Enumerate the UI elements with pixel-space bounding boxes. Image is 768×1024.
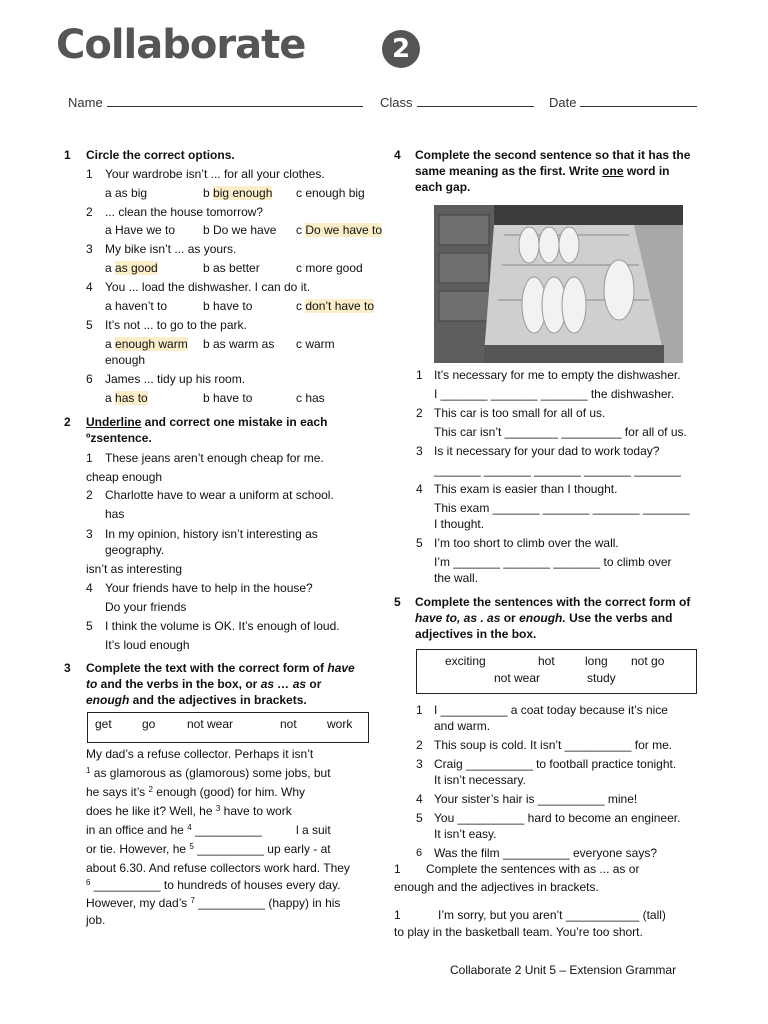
ex2-answer[interactable]: cheap enough	[86, 470, 163, 484]
option-letter: a	[105, 261, 116, 275]
ex5-number: 5	[394, 595, 401, 609]
ex6-number: 1	[394, 862, 401, 876]
highlighted-answer: big enough	[213, 186, 273, 200]
ex4-answer-line[interactable]: This exam _______ _______ _______ _______	[434, 501, 690, 515]
name-line	[107, 94, 363, 107]
ex3-text-line: about 6.30. And refuse collectors work hard. They	[86, 861, 350, 875]
ex4-item-num: 2	[416, 406, 423, 420]
ex1-option-c[interactable]	[296, 299, 374, 314]
ex3-text: enough (good) for him. Why	[156, 785, 306, 799]
ex1-option-a[interactable]: a haven’t to	[105, 299, 168, 313]
ex1-option-c[interactable]	[296, 223, 382, 238]
ex5-text: or	[500, 611, 520, 625]
brand-logo: Collaborate	[56, 22, 306, 68]
highlighted-answer: don’t have to	[305, 299, 375, 313]
ex3-text-line: My dad’s a refuse collector. Perhaps it isn’t	[86, 747, 314, 761]
ex5-item-num: 4	[416, 792, 423, 806]
ex5-instruction-line2	[415, 611, 672, 626]
date-label: Date	[549, 95, 577, 110]
ex3-box-word: not wear	[187, 717, 234, 731]
ex1-option-c[interactable]: c warm	[296, 337, 335, 351]
date-field[interactable]	[549, 94, 697, 110]
ex4-number: 4	[394, 148, 401, 162]
ex3-text-line: job.	[86, 913, 106, 927]
ex3-box-word: work	[327, 717, 353, 731]
ex5-item-num: 1	[416, 703, 423, 717]
ex3-text: or	[306, 677, 322, 691]
ex4-question: This car is too small for all of us.	[434, 406, 606, 420]
ex5-box-word: not wear	[494, 671, 541, 685]
ex2-instruction-rest: and correct one mistake in each	[141, 415, 328, 429]
ex3-text: he says it’s	[86, 785, 146, 799]
class-line	[417, 94, 534, 107]
ex4-answer-line[interactable]: I’m _______ _______ _______ to climb over	[434, 555, 672, 569]
ex2-question: These jeans aren’t enough cheap for me.	[105, 451, 324, 465]
ex1-option-b[interactable]: b as better	[203, 261, 260, 275]
ex3-text-line	[86, 823, 262, 838]
ex3-number: 3	[64, 661, 71, 675]
ex1-option-a[interactable]: a Have we to	[105, 223, 176, 237]
ex5-question[interactable]: This soup is cold. It isn’t __________ for me.	[434, 738, 673, 752]
ex2-instruction	[86, 415, 327, 430]
option-letter: a	[105, 391, 116, 405]
option-letter: c	[296, 223, 306, 237]
ex2-answer[interactable]: has	[105, 507, 125, 521]
ex4-answer-wrap: I thought.	[434, 517, 485, 531]
ex1-instruction: Circle the correct options.	[86, 148, 235, 162]
gap-number: 4	[187, 823, 192, 832]
ex1-option-a[interactable]	[105, 337, 188, 352]
ex2-answer[interactable]: It’s loud enough	[105, 638, 190, 652]
ex3-text-line	[86, 896, 340, 911]
ex2-instruction-line2: ºzsentence.	[86, 431, 152, 445]
ex5-question[interactable]: Your sister’s hair is __________ mine!	[434, 792, 638, 806]
ex4-question: This exam is easier than I thought.	[434, 482, 618, 496]
date-line	[580, 94, 697, 107]
ex3-box-word: go	[142, 717, 156, 731]
name-label: Name	[68, 95, 103, 110]
ex4-item-num: 5	[416, 536, 423, 550]
ex1-option-a[interactable]	[105, 261, 158, 276]
highlighted-answer: Do we have to	[305, 223, 383, 237]
ex4-question: I’m too short to climb over the wall.	[434, 536, 619, 550]
ex5-question[interactable]: You __________ hard to become an engineer.	[434, 811, 681, 825]
ex5-italic: enough.	[519, 611, 566, 625]
dishwasher-illustration	[434, 205, 683, 363]
ex1-question: You ... load the dishwasher. I can do it.	[105, 280, 311, 294]
ex4-text: same meaning as the first. Write	[415, 164, 603, 178]
ex5-item-num: 6	[416, 847, 423, 859]
ex3-text-line	[86, 878, 340, 893]
option-letter: b	[203, 186, 214, 200]
ex4-question: Is it necessary for your dad to work today?	[434, 444, 660, 458]
ex1-option-a-wrap: enough	[105, 353, 146, 367]
ex5-question[interactable]: Craig __________ to football practice tonight.	[434, 757, 677, 771]
ex2-question: Your friends have to help in the house?	[105, 581, 313, 595]
ex3-text: and the adjectives in brackets.	[129, 693, 307, 707]
ex3-text: does he like it? Well, he	[86, 804, 213, 818]
ex1-item-num: 6	[86, 372, 93, 386]
ex6-question[interactable]: I’m sorry, but you aren’t ___________ (tall)	[438, 908, 666, 922]
ex1-item-num: 1	[86, 167, 93, 181]
ex1-option-b[interactable]: b as warm as	[203, 337, 275, 351]
ex2-answer[interactable]: isn’t as interesting	[86, 562, 183, 576]
ex5-text: Use the verbs and	[565, 611, 673, 625]
ex4-instruction-line1: Complete the second sentence so that it has the	[415, 148, 691, 162]
ex5-question-wrap: It isn’t necessary.	[434, 773, 526, 787]
ex5-box-word: long	[585, 654, 608, 668]
ex5-question-wrap: and warm.	[434, 719, 491, 733]
ex4-text: word in	[623, 164, 670, 178]
ex4-question: It’s necessary for me to empty the dishwasher.	[434, 368, 681, 382]
answer-gap[interactable]: __________ up early - at	[197, 842, 331, 856]
ex1-option-b[interactable]: b Do we have	[203, 223, 277, 237]
gap-number: 6	[86, 878, 91, 887]
highlighted-answer: as good	[115, 261, 158, 275]
ex5-question[interactable]: I __________ a coat today because it’s nice	[434, 703, 668, 717]
ex1-option-c[interactable]: c more good	[296, 261, 363, 275]
ex2-instruction-underline: Underline	[86, 415, 142, 429]
ex3-italic: as … as	[260, 677, 307, 691]
ex3-italic: have	[327, 661, 355, 675]
ex1-option-c[interactable]: c enough big	[296, 186, 365, 200]
ex5-instruction-line3: adjectives in the box.	[415, 627, 537, 641]
ex6-instruction-line1: Complete the sentences with as ... as or	[426, 862, 640, 876]
ex5-question-wrap: It isn’t easy.	[434, 827, 497, 841]
ex3-text-line	[86, 804, 292, 819]
ex5-item-num: 2	[416, 738, 423, 752]
ex3-instruction-line3	[86, 693, 307, 708]
answer-gap[interactable]: __________ to hundreds of houses every day.	[93, 878, 341, 892]
ex2-item-num: 3	[86, 527, 93, 541]
ex3-box-word: not	[280, 717, 297, 731]
dishwasher-photo	[434, 205, 683, 363]
ex1-question: ... clean the house tomorrow?	[105, 205, 264, 219]
ex6-question-wrap: to play in the basketball team. You’re too short.	[394, 925, 643, 939]
ex1-option-c[interactable]: c has	[296, 391, 325, 405]
ex3-text-line: l a suit	[296, 823, 331, 837]
ex5-question[interactable]: Was the film __________ everyone says?	[434, 846, 658, 860]
ex1-option-a[interactable]	[105, 391, 148, 406]
ex5-item-num: 3	[416, 757, 423, 771]
gap-number: 5	[189, 842, 194, 851]
ex3-text: as glamorous as (glamorous) some jobs, but	[93, 766, 331, 780]
ex3-text: have to work	[223, 804, 292, 818]
ex4-instruction-line2	[415, 164, 670, 179]
ex3-box-word: get	[95, 717, 112, 731]
ex1-question: Your wardrobe isn’t ... for all your clothes.	[105, 167, 325, 181]
ex3-text-line	[86, 766, 331, 781]
ex3-text: and the verbs in the box, or	[97, 677, 261, 691]
ex4-item-num: 1	[416, 368, 423, 382]
ex5-box-word: hot	[538, 654, 555, 668]
ex3-italic: to	[86, 677, 98, 691]
ex2-answer[interactable]: Do your friends	[105, 600, 187, 614]
ex2-question: I think the volume is OK. It’s enough of loud.	[105, 619, 340, 633]
name-field[interactable]	[68, 94, 363, 110]
ex2-question-wrap: geography.	[105, 543, 165, 557]
highlighted-answer: enough warm	[115, 337, 188, 351]
ex4-underline: one	[602, 164, 624, 178]
ex4-item-num: 4	[416, 482, 423, 496]
highlighted-answer: has to	[115, 391, 148, 405]
ex4-answer-line[interactable]: I _______ _______ _______ the dishwasher.	[434, 387, 675, 401]
ex4-answer-wrap: the wall.	[434, 571, 479, 585]
option-letter: a	[105, 337, 116, 351]
ex1-option-b[interactable]: b have to	[203, 391, 253, 405]
ex2-item-num: 5	[86, 619, 93, 633]
ex3-instruction-line1	[86, 661, 355, 676]
gap-number: 3	[215, 804, 221, 813]
ex1-number: 1	[64, 148, 71, 162]
class-field[interactable]	[380, 94, 534, 110]
ex1-item-num: 3	[86, 242, 93, 256]
ex5-italic: have to, as . as	[415, 611, 501, 625]
ex2-item-num: 2	[86, 488, 93, 502]
ex3-italic: enough	[86, 693, 130, 707]
ex2-question: Charlotte have to wear a uniform at school.	[105, 488, 334, 502]
ex3-text: or tie. However, he	[86, 842, 187, 856]
ex4-answer-line[interactable]: This car isn’t ________ _________ for all of us.	[434, 425, 687, 439]
ex3-text: However, my dad’s	[86, 896, 188, 910]
ex2-number: 2	[64, 415, 71, 429]
ex5-box-word: exciting	[445, 654, 486, 668]
ex5-item-num: 5	[416, 811, 423, 825]
answer-gap[interactable]: __________	[195, 823, 262, 837]
ex5-box-word: study	[587, 671, 616, 685]
ex1-option-b[interactable]: b have to	[203, 299, 253, 313]
ex6-instruction-line2: enough and the adjectives in brackets.	[394, 880, 599, 894]
gap-number: 2	[148, 785, 153, 794]
ex1-item-num: 4	[86, 280, 93, 294]
ex1-option-a[interactable]: a as big	[105, 186, 148, 200]
ex1-item-num: 5	[86, 318, 93, 332]
gap-number: 1	[86, 766, 91, 775]
ex3-text-line	[86, 842, 331, 857]
class-label: Class	[380, 95, 413, 110]
ex3-text-line	[86, 785, 305, 800]
gap-number: 7	[190, 896, 195, 905]
ex3-text: in an office and he	[86, 823, 184, 837]
brand-number-badge: 2	[382, 30, 420, 68]
ex5-box-word: not go	[631, 654, 665, 668]
ex3-instruction-line2	[86, 677, 321, 692]
ex1-question: It’s not ... to go to the park.	[105, 318, 247, 332]
ex5-instruction-line1: Complete the sentences with the correct form of	[415, 595, 691, 609]
ex1-question: James ... tidy up his room.	[105, 372, 246, 386]
option-letter: c	[296, 299, 306, 313]
ex4-instruction-line3: each gap.	[415, 180, 471, 194]
ex1-question: My bike isn’t ... as yours.	[105, 242, 237, 256]
ex4-item-num: 3	[416, 444, 423, 458]
ex2-question: In my opinion, history isn’t interesting as	[105, 527, 318, 541]
ex3-text: Complete the text with the correct form of	[86, 661, 328, 675]
ex2-item-num: 4	[86, 581, 93, 595]
ex1-option-b[interactable]	[203, 186, 272, 201]
page-footer: Collaborate 2 Unit 5 – Extension Grammar	[450, 963, 677, 977]
ex2-item-num: 1	[86, 451, 93, 465]
answer-gap[interactable]: __________ (happy) in his	[198, 896, 341, 910]
ex1-item-num: 2	[86, 205, 93, 219]
ex6-item-num: 1	[394, 908, 401, 922]
ex4-answer-line[interactable]: _______ _______ _______ _______ _______	[434, 463, 681, 477]
